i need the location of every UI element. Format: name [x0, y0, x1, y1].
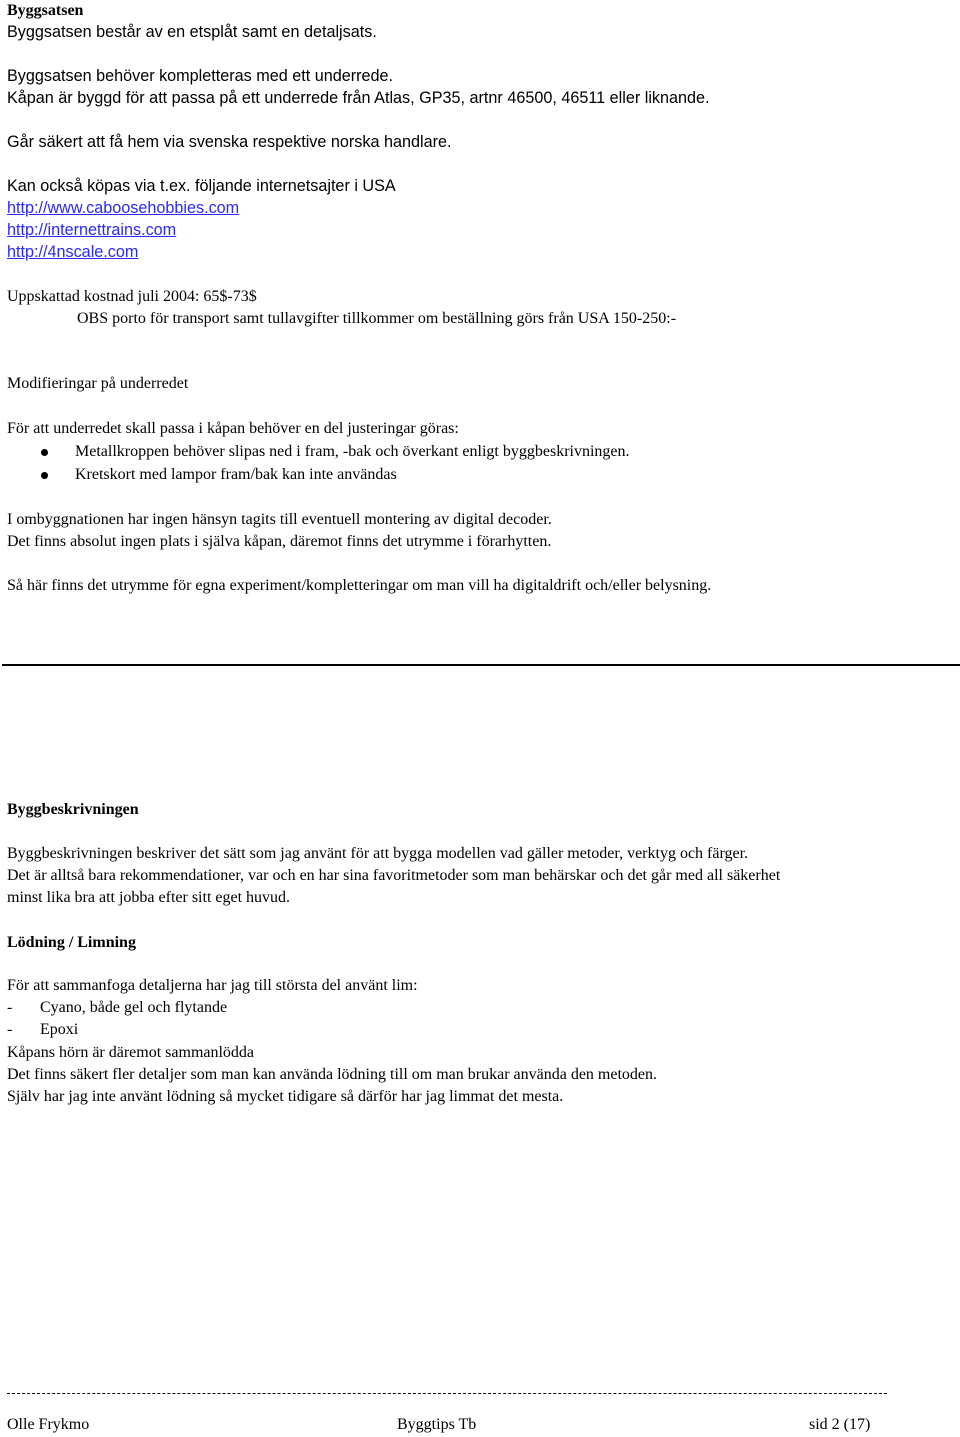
link-caboosehobbies[interactable]: http://www.caboosehobbies.com — [7, 199, 240, 217]
dash-bullet: - — [7, 1021, 13, 1038]
paragraph-line: Det finns absolut ingen plats i själva kåpan, däremot finns det utrymme i förarhytten. — [7, 533, 552, 550]
section-title-lodning-limning: Lödning / Limning — [7, 934, 136, 951]
paragraph-line: För att sammanfoga detaljerna har jag till största del använt lim: — [7, 977, 418, 994]
section-title-modifieringar: Modifieringar på underredet — [7, 375, 189, 392]
horizontal-rule — [2, 664, 960, 666]
cost-line: Uppskattad kostnad juli 2004: 65$-73$ — [7, 288, 257, 305]
section-title-byggsatsen: Byggsatsen — [7, 2, 84, 19]
link-4nscale[interactable]: http://4nscale.com — [7, 243, 139, 261]
paragraph-line: Själv har jag inte använt lödning så mycket tidigare så därför har jag limmat det mesta. — [7, 1088, 564, 1105]
list-item: Epoxi — [40, 1021, 79, 1038]
paragraph-line: Byggsatsen behöver kompletteras med ett underrede. — [7, 67, 394, 85]
paragraph-line: Byggsatsen består av en etsplåt samt en detaljsats. — [7, 23, 377, 41]
footer-document-title: Byggtips Tb — [397, 1416, 477, 1433]
paragraph-line: För att underredet skall passa i kåpan behöver en del justeringar göras: — [7, 420, 459, 437]
footer-dashed-rule — [7, 1393, 887, 1394]
paragraph-line: I ombyggnationen har ingen hänsyn tagits till eventuell montering av digital decoder. — [7, 511, 552, 528]
paragraph-line: Det finns säkert fler detaljer som man kan använda lödning till om man brukar använda den metoden. — [7, 1066, 658, 1083]
section-title-byggbeskrivningen: Byggbeskrivningen — [7, 801, 139, 818]
list-item: Metallkroppen behöver slipas ned i fram, -bak och överkant enligt byggbeskrivningen. — [75, 443, 630, 460]
bullet-icon — [41, 472, 48, 479]
paragraph-line: Det är alltså bara rekommendationer, var och en har sina favoritmetoder som man behärskar och det går med all säkerhet — [7, 867, 781, 884]
paragraph-line: Byggbeskrivningen beskriver det sätt som jag använt för att bygga modellen vad gäller metoder, verktyg och färger. — [7, 845, 749, 862]
bullet-icon — [41, 449, 48, 456]
paragraph-line: Så här finns det utrymme för egna experiment/kompletteringar om man vill ha digitaldrift och/eller belysning. — [7, 577, 712, 594]
footer-author: Olle Frykmo — [7, 1416, 90, 1433]
paragraph-line: Kan också köpas via t.ex. följande internetsajter i USA — [7, 177, 396, 195]
paragraph-line: Kåpans hörn är däremot sammanlödda — [7, 1044, 255, 1061]
list-item: Kretskort med lampor fram/bak kan inte användas — [75, 466, 397, 483]
paragraph-line: Går säkert att få hem via svenska respektive norska handlare. — [7, 133, 452, 151]
list-item: Cyano, både gel och flytande — [40, 999, 228, 1016]
obs-note: OBS porto för transport samt tullavgifter tillkommer om beställning görs från USA 150-250:- — [77, 310, 677, 327]
link-internettrains[interactable]: http://internettrains.com — [7, 221, 177, 239]
paragraph-line: minst lika bra att jobba efter sitt eget huvud. — [7, 889, 291, 906]
dash-bullet: - — [7, 999, 13, 1016]
paragraph-line: Kåpan är byggd för att passa på ett underrede från Atlas, GP35, artnr 46500, 46511 eller liknande. — [7, 89, 710, 107]
footer-page-number: sid 2 (17) — [809, 1416, 871, 1433]
